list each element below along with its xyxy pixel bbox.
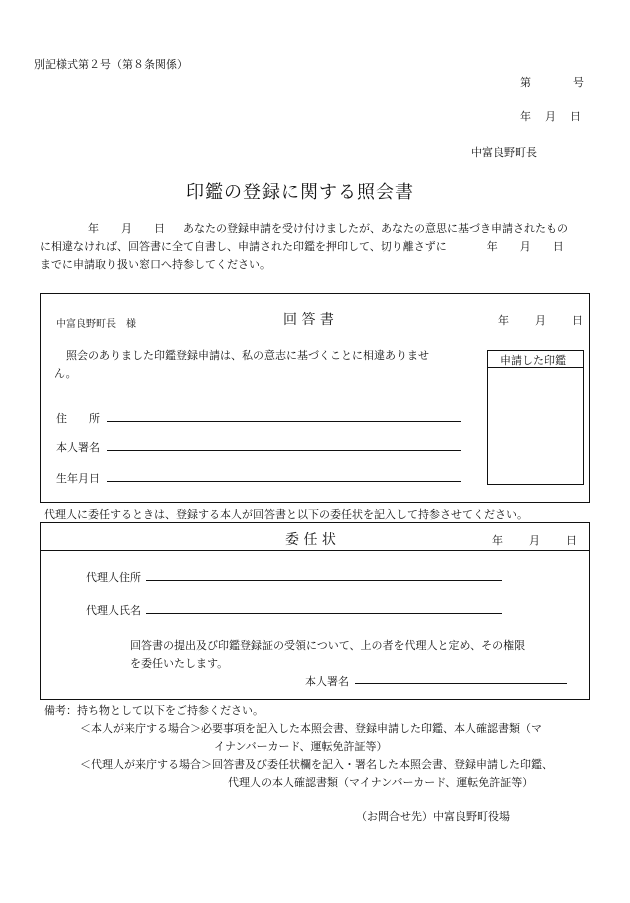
proxy-heading: 委 任 状 [285, 532, 336, 548]
agent-address-label: 代理人住所 [86, 571, 141, 584]
proxy-heading-divider [40, 550, 590, 551]
notes-agent-line-2: 代理人の本人確認書類（マイナンバーカード、運転免許証等） [228, 776, 534, 789]
agent-address-field[interactable] [146, 580, 502, 581]
proxy-signature-field[interactable] [355, 683, 567, 684]
delegate-note: 代理人に委任するときは、登録する本人が回答書と以下の委任状を記入して持参させてください。 [44, 508, 528, 521]
notes-intro: 備考：持ち物として以下をご持参ください。 [44, 704, 264, 717]
birthdate-label: 生年月日 [56, 472, 100, 485]
address-field[interactable] [107, 421, 461, 422]
issue-date: 年 月 日 [520, 110, 581, 123]
proxy-body: 回答書の提出及び印鑑登録証の受領について、上の者を代理人と定め、その権限 を委任いたします。 [130, 639, 526, 670]
seal-box[interactable] [487, 350, 584, 485]
intro-line-3: までに申請取り扱い窓口へ持参してください。 [40, 258, 271, 271]
notes [44, 702, 553, 792]
signature-field[interactable] [107, 450, 461, 451]
answer-addressee: 中富良野町長 様 [56, 319, 136, 330]
birthdate-field[interactable] [107, 481, 461, 482]
intro-line-2: に相違なければ、回答書に全て自書し、申請された印鑑を押印して、切り離さずに 年 月 日 [40, 240, 564, 253]
signature-label: 本人署名 [56, 441, 100, 454]
seal-label: 申請した印鑑 [500, 354, 566, 367]
intro-line-1: 年 月 日 あなたの登録申請を受け付けましたが、あなたの意思に基づき申請されたもの [88, 222, 568, 235]
agent-name-field[interactable] [146, 613, 502, 614]
notes-self-line-1: ＜本人が来庁する場合＞必要事項を記入した本照会書、登録申請した印鑑、本人確認書類（マ [80, 722, 542, 735]
answer-body: 照会のありました印鑑登録申請は、私の意志に基づくことに相違ありませ ん。 [54, 349, 429, 380]
agent-name-label: 代理人氏名 [86, 604, 141, 617]
notes-self-line-2: イナンバーカード、運転免許証等） [214, 740, 388, 753]
proxy-date: 年 月 日 [492, 534, 577, 547]
notes-agent-line-1: ＜代理人が来庁する場合＞回答書及び委任状欄を記入・署名した本照会書、登録申請した印鑑、 [80, 758, 553, 771]
document-number-label: 第 号 [520, 76, 584, 89]
proxy-signature-label: 本人署名 [305, 675, 349, 688]
answer-date: 年 月 日 [498, 314, 583, 327]
intro-paragraph [40, 220, 600, 274]
contact: （お問合せ先）中富良野町役場 [356, 810, 510, 823]
form-number: 別記様式第２号（第８条関係） [34, 58, 188, 71]
address-label: 住 所 [56, 412, 100, 425]
answer-heading: 回 答 書 [283, 312, 334, 328]
issuer: 中富良野町長 [471, 146, 537, 159]
page-title: 印鑑の登録に関する照会書 [186, 182, 414, 203]
